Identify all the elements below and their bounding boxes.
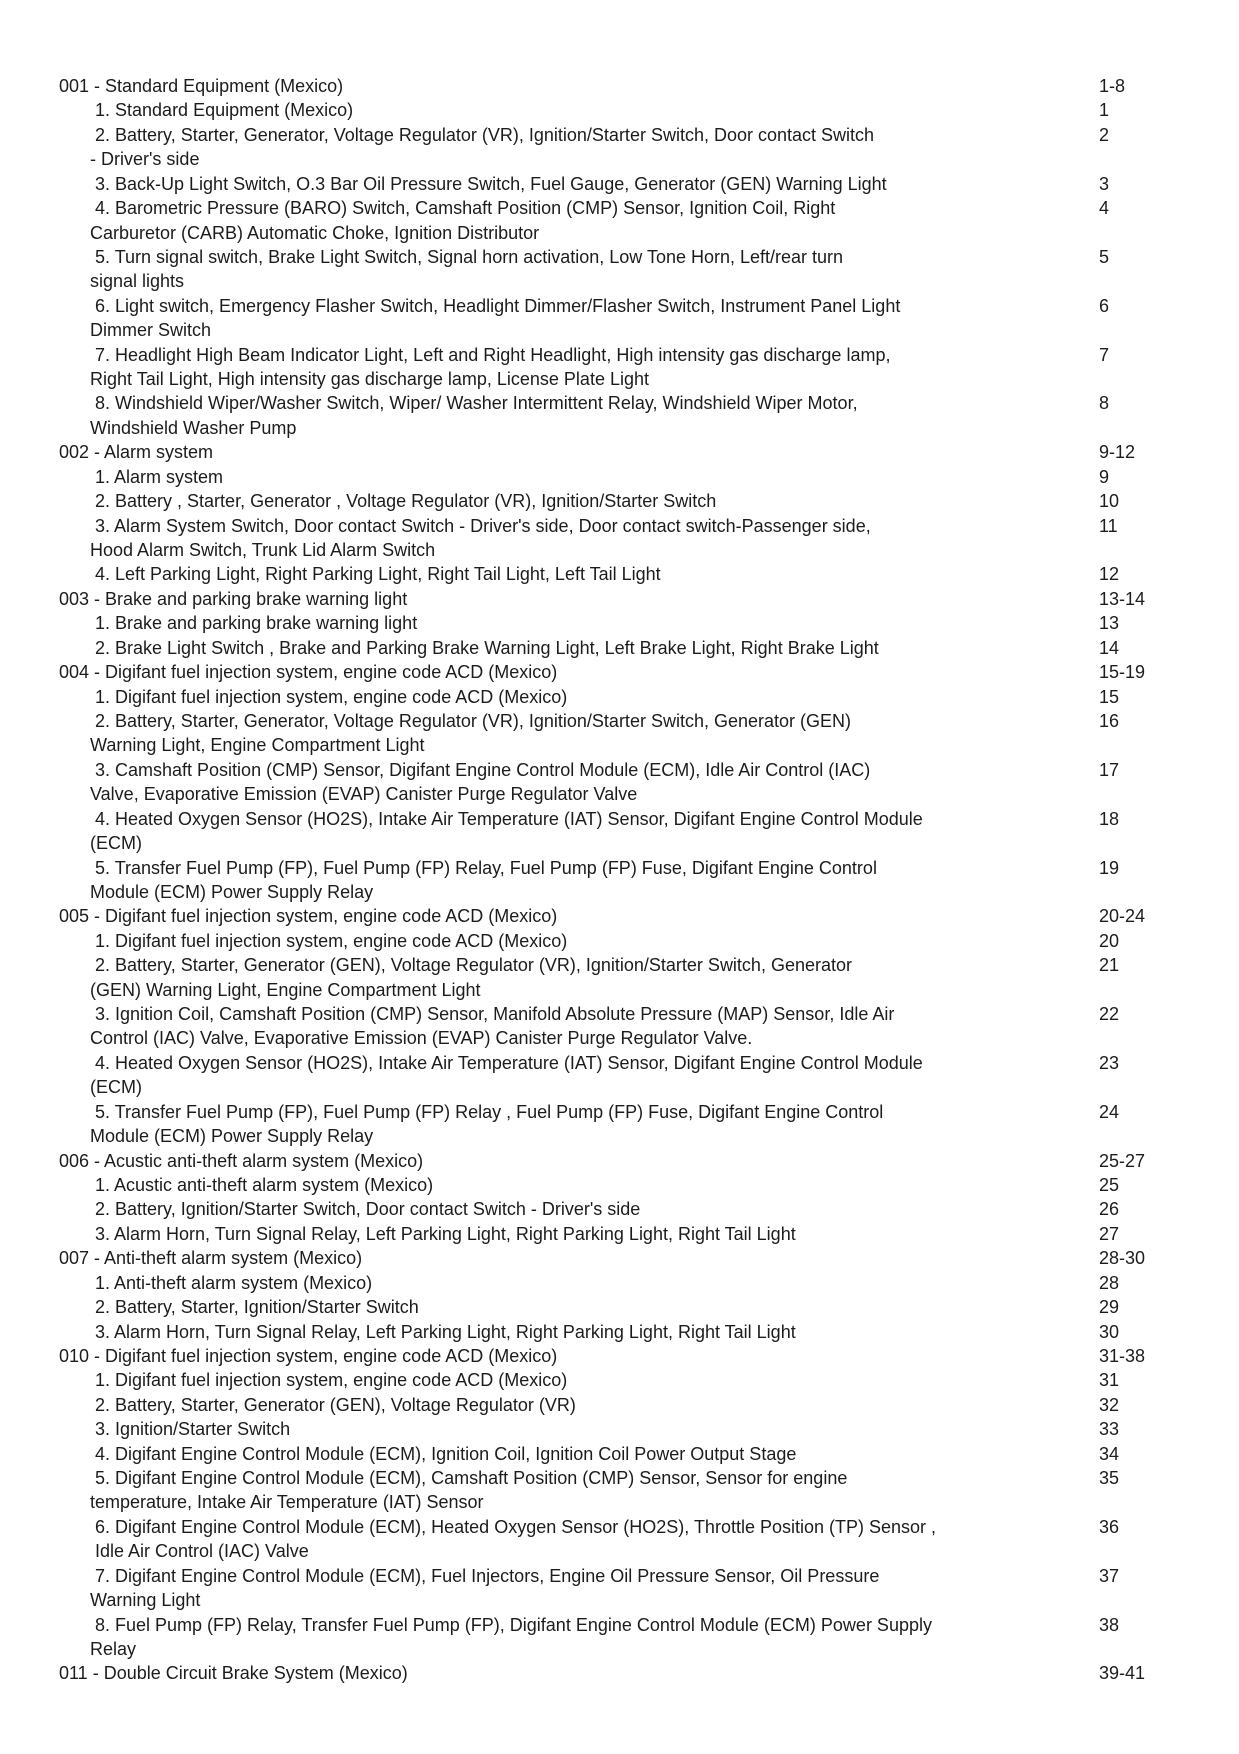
toc-item (0, 1368, 1239, 1392)
toc-item (0, 856, 1239, 905)
item-page-number: 26 (1099, 1199, 1120, 1220)
item-page-number: 32 (1099, 1394, 1120, 1415)
item-page-number: 20 (1099, 930, 1120, 951)
toc-item (0, 562, 1239, 586)
item-page-number: 21 (1099, 955, 1120, 976)
toc-section-header (0, 74, 1239, 98)
toc-section-header (0, 440, 1239, 464)
item-page-number: 2 (1099, 124, 1110, 145)
toc-item (0, 514, 1239, 563)
toc-item-text-continuation: - Driver's side (90, 149, 200, 170)
item-page-number: 10 (1099, 491, 1120, 512)
toc-item-text: 2. Battery, Ignition/Starter Switch, Door contact Switch - Driver's side (95, 1199, 641, 1220)
toc-item (0, 1197, 1239, 1221)
toc-item-text: 5. Transfer Fuel Pump (FP), Fuel Pump (FP) Relay, Fuel Pump (FP) Fuse, Digifant Engine Control (95, 857, 877, 878)
toc-item-text: 2. Brake Light Switch , Brake and Parking Brake Warning Light, Left Brake Light, Right Brake Light (95, 637, 879, 658)
section-page-range: 25-27 (1099, 1150, 1146, 1171)
toc-item (0, 123, 1239, 172)
toc-item (0, 1613, 1239, 1662)
toc-item (0, 1393, 1239, 1417)
toc-item-text-continuation: signal lights (90, 271, 185, 292)
toc-section-header (0, 1344, 1239, 1368)
toc-item (0, 1271, 1239, 1295)
toc-item (0, 709, 1239, 758)
section-label: 004 - Digifant fuel injection system, engine code ACD (Mexico) (59, 662, 558, 683)
section-page-range: 28-30 (1099, 1248, 1146, 1269)
toc-item (0, 685, 1239, 709)
toc-item (0, 245, 1239, 294)
item-page-number: 19 (1099, 857, 1120, 878)
toc-item-text: 3. Alarm Horn, Turn Signal Relay, Left Parking Light, Right Parking Light, Right Tail Light (95, 1321, 796, 1342)
toc-item (0, 1320, 1239, 1344)
section-page-range: 20-24 (1099, 906, 1146, 927)
toc-item-text: 3. Back-Up Light Switch, O.3 Bar Oil Pressure Switch, Fuel Gauge, Generator (GEN) Warning Light (95, 173, 887, 194)
item-page-number: 12 (1099, 564, 1120, 585)
toc-item-text: 5. Transfer Fuel Pump (FP), Fuel Pump (FP) Relay , Fuel Pump (FP) Fuse, Digifant Engine Control (95, 1101, 884, 1122)
section-label: 006 - Acustic anti-theft alarm system (Mexico) (59, 1150, 424, 1171)
item-page-number: 11 (1099, 515, 1118, 536)
toc-item-text-continuation: Idle Air Control (IAC) Valve (90, 1541, 309, 1562)
item-page-number: 29 (1099, 1297, 1120, 1318)
toc-item-text-continuation: Windshield Washer Pump (90, 417, 297, 438)
toc-item-text: 3. Ignition Coil, Camshaft Position (CMP) Sensor, Manifold Absolute Pressure (MAP) Sensor, Idle Air (95, 1004, 895, 1025)
toc-section-header (0, 1149, 1239, 1173)
toc-item (0, 758, 1239, 807)
toc-section-header (0, 587, 1239, 611)
item-page-number: 33 (1099, 1419, 1120, 1440)
section-page-range: 15-19 (1099, 662, 1146, 683)
toc-item (0, 294, 1239, 343)
item-page-number: 9 (1099, 466, 1110, 487)
table-of-contents (0, 74, 1239, 1686)
item-page-number: 1 (1099, 100, 1110, 121)
toc-item-text: 2. Battery, Starter, Generator (GEN), Voltage Regulator (VR), Ignition/Starter Switch, Generator (95, 955, 852, 976)
section-label: 003 - Brake and parking brake warning light (59, 588, 408, 609)
toc-item-text: 2. Battery, Starter, Generator, Voltage Regulator (VR), Ignition/Starter Switch, Door contact Switch (95, 124, 875, 145)
item-page-number: 22 (1099, 1004, 1120, 1025)
section-page-range: 31-38 (1099, 1345, 1146, 1366)
section-label: 010 - Digifant fuel injection system, engine code ACD (Mexico) (59, 1345, 558, 1366)
toc-item (0, 343, 1239, 392)
toc-item-text: 2. Battery , Starter, Generator , Voltage Regulator (VR), Ignition/Starter Switch (95, 491, 717, 512)
toc-item-text: 4. Heated Oxygen Sensor (HO2S), Intake Air Temperature (IAT) Sensor, Digifant Engine Control Module (95, 1052, 923, 1073)
toc-item-text: 4. Barometric Pressure (BARO) Switch, Camshaft Position (CMP) Sensor, Ignition Coil, Right (95, 198, 836, 219)
toc-item-text: 7. Digifant Engine Control Module (ECM), Fuel Injectors, Engine Oil Pressure Sensor, Oil Pressure (95, 1565, 880, 1586)
item-page-number: 7 (1099, 344, 1110, 365)
item-page-number: 36 (1099, 1516, 1120, 1537)
item-page-number: 15 (1099, 686, 1120, 707)
toc-item-text-continuation: Control (IAC) Valve, Evaporative Emission (EVAP) Canister Purge Regulator Valve. (90, 1028, 753, 1049)
toc-item-text: 8. Fuel Pump (FP) Relay, Transfer Fuel Pump (FP), Digifant Engine Control Module (ECM) Power Supply (95, 1614, 932, 1635)
toc-item (0, 196, 1239, 245)
toc-item-text: 2. Battery, Starter, Ignition/Starter Switch (95, 1297, 419, 1318)
toc-item (0, 1417, 1239, 1441)
toc-item (0, 98, 1239, 122)
toc-item-text: 1. Standard Equipment (Mexico) (95, 100, 354, 121)
toc-item-text-continuation: Carburetor (CARB) Automatic Choke, Ignition Distributor (90, 222, 540, 243)
item-page-number: 37 (1099, 1565, 1120, 1586)
toc-item (0, 1515, 1239, 1564)
toc-item (0, 1466, 1239, 1515)
toc-item-text-continuation: (ECM) (90, 833, 142, 854)
toc-section-header (0, 1246, 1239, 1270)
toc-item-text-continuation: Dimmer Switch (90, 320, 212, 341)
toc-item-text: 1. Alarm system (95, 466, 224, 487)
toc-item-text: 1. Brake and parking brake warning light (95, 613, 418, 634)
toc-item-text: 5. Digifant Engine Control Module (ECM), Camshaft Position (CMP) Sensor, Sensor for engine (95, 1468, 848, 1489)
item-page-number: 25 (1099, 1174, 1120, 1195)
item-page-number: 8 (1099, 393, 1110, 414)
toc-item-text-continuation: Right Tail Light, High intensity gas discharge lamp, License Plate Light (90, 369, 649, 390)
toc-item-text-continuation: Warning Light (90, 1590, 201, 1611)
toc-item (0, 1564, 1239, 1613)
toc-item (0, 1222, 1239, 1246)
item-page-number: 16 (1099, 710, 1120, 731)
toc-item-text-continuation: Hood Alarm Switch, Trunk Lid Alarm Switch (90, 540, 436, 561)
toc-item-text: 6. Light switch, Emergency Flasher Switch, Headlight Dimmer/Flasher Switch, Instrument Panel Light (95, 295, 901, 316)
toc-item-text: 2. Battery, Starter, Generator (GEN), Voltage Regulator (VR) (95, 1394, 576, 1415)
toc-item-text: 3. Alarm Horn, Turn Signal Relay, Left Parking Light, Right Parking Light, Right Tail Light (95, 1223, 796, 1244)
section-label: 002 - Alarm system (59, 442, 214, 463)
toc-item-text-continuation: Warning Light, Engine Compartment Light (90, 735, 425, 756)
toc-section-header (0, 1661, 1239, 1685)
section-label: 011 - Double Circuit Brake System (Mexico) (59, 1663, 408, 1684)
item-page-number: 4 (1099, 198, 1110, 219)
item-page-number: 18 (1099, 808, 1120, 829)
toc-item-text: 1. Digifant fuel injection system, engine code ACD (Mexico) (95, 930, 568, 951)
toc-item-text-continuation: Valve, Evaporative Emission (EVAP) Canister Purge Regulator Valve (90, 784, 638, 805)
item-page-number: 5 (1099, 246, 1110, 267)
item-page-number: 6 (1099, 295, 1110, 316)
toc-item-text: 1. Digifant fuel injection system, engine code ACD (Mexico) (95, 1370, 568, 1391)
toc-item-text: 4. Heated Oxygen Sensor (HO2S), Intake Air Temperature (IAT) Sensor, Digifant Engine Control Module (95, 808, 923, 829)
toc-item (0, 953, 1239, 1002)
section-page-range: 1-8 (1099, 76, 1126, 96)
toc-item (0, 1051, 1239, 1100)
toc-section-header (0, 904, 1239, 928)
toc-item-text-continuation: (ECM) (90, 1077, 142, 1098)
item-page-number: 38 (1099, 1614, 1120, 1635)
item-page-number: 30 (1099, 1321, 1120, 1342)
toc-item (0, 636, 1239, 660)
toc-item-text: 4. Digifant Engine Control Module (ECM), Ignition Coil, Ignition Coil Power Output Stage (95, 1443, 797, 1464)
section-label: 007 - Anti-theft alarm system (Mexico) (59, 1248, 363, 1269)
toc-item-text-continuation: Relay (90, 1639, 137, 1659)
item-page-number: 23 (1099, 1052, 1120, 1073)
toc-item (0, 391, 1239, 440)
toc-item-text: 1. Anti-theft alarm system (Mexico) (95, 1272, 373, 1293)
item-page-number: 35 (1099, 1468, 1120, 1489)
section-page-range: 39-41 (1099, 1663, 1146, 1684)
toc-item-text: 7. Headlight High Beam Indicator Light, Left and Right Headlight, High intensity gas discharge lamp, (95, 344, 891, 365)
item-page-number: 14 (1099, 637, 1120, 658)
item-page-number: 31 (1099, 1370, 1120, 1391)
item-page-number: 27 (1099, 1223, 1120, 1244)
item-page-number: 24 (1099, 1101, 1120, 1122)
toc-item (0, 1173, 1239, 1197)
toc-item-text: 6. Digifant Engine Control Module (ECM), Heated Oxygen Sensor (HO2S), Throttle Position (TP) Sensor , (95, 1516, 937, 1537)
toc-item-text: 8. Windshield Wiper/Washer Switch, Wiper/ Washer Intermittent Relay, Windshield Wiper Motor, (95, 393, 858, 414)
toc-item (0, 929, 1239, 953)
toc-item (0, 1295, 1239, 1319)
item-page-number: 17 (1099, 759, 1120, 780)
toc-item-text-continuation: Module (ECM) Power Supply Relay (90, 881, 374, 902)
toc-item (0, 1100, 1239, 1149)
toc-item (0, 465, 1239, 489)
section-page-range: 9-12 (1099, 442, 1136, 463)
toc-section-header (0, 660, 1239, 684)
toc-item (0, 172, 1239, 196)
toc-item-text: 2. Battery, Starter, Generator, Voltage Regulator (VR), Ignition/Starter Switch, Generator (GEN) (95, 710, 851, 731)
section-label: 005 - Digifant fuel injection system, engine code ACD (Mexico) (59, 906, 558, 927)
toc-item-text: 3. Camshaft Position (CMP) Sensor, Digifant Engine Control Module (ECM), Idle Air Control (IAC) (95, 759, 871, 780)
toc-item (0, 807, 1239, 856)
toc-item-text: 5. Turn signal switch, Brake Light Switch, Signal horn activation, Low Tone Horn, Left/rear turn (95, 246, 844, 267)
toc-item (0, 611, 1239, 635)
toc-item-text: 1. Digifant fuel injection system, engine code ACD (Mexico) (95, 686, 568, 707)
toc-item (0, 1002, 1239, 1051)
item-page-number: 28 (1099, 1272, 1120, 1293)
toc-item-text: 4. Left Parking Light, Right Parking Light, Right Tail Light, Left Tail Light (95, 564, 661, 585)
section-label: 001 - Standard Equipment (Mexico) (59, 76, 344, 96)
section-page-range: 13-14 (1099, 588, 1146, 609)
toc-item-text: 3. Ignition/Starter Switch (95, 1419, 291, 1440)
toc-item-text: 1. Acustic anti-theft alarm system (Mexico) (95, 1174, 434, 1195)
item-page-number: 13 (1099, 613, 1120, 634)
toc-item-text-continuation: temperature, Intake Air Temperature (IAT) Sensor (90, 1492, 484, 1513)
item-page-number: 3 (1099, 173, 1110, 194)
toc-item-text: 3. Alarm System Switch, Door contact Switch - Driver's side, Door contact switch-Passenger side, (95, 515, 871, 536)
toc-item-text-continuation: Module (ECM) Power Supply Relay (90, 1126, 374, 1147)
toc-item (0, 489, 1239, 513)
toc-item-text-continuation: (GEN) Warning Light, Engine Compartment Light (90, 979, 481, 1000)
toc-item (0, 1442, 1239, 1466)
item-page-number: 34 (1099, 1443, 1120, 1464)
